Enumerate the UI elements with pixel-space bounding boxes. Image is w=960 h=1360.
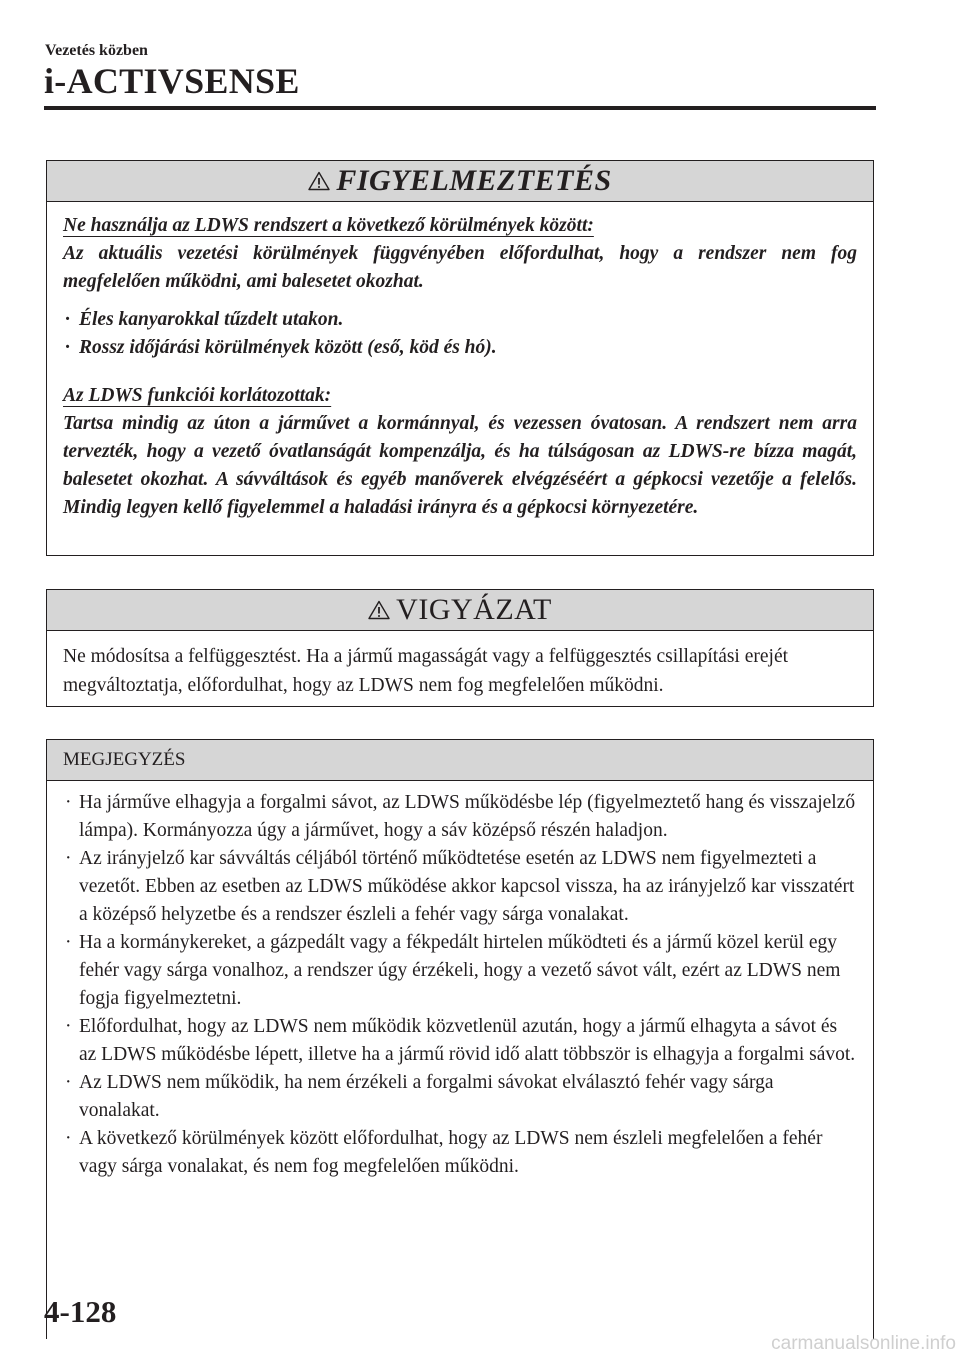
note-box: [46, 739, 874, 1339]
list-item: · Éles kanyarokkal tűzdelt utakon.: [63, 306, 857, 334]
warning-triangle-icon: [308, 171, 330, 191]
note-list: [47, 781, 873, 1181]
warning-header: [47, 161, 873, 202]
warning-box: [46, 160, 874, 556]
watermark-site: carmanualsonline.info: [771, 1333, 956, 1354]
list-item: · A következő körülmények között előfordulhat, hogy az LDWS nem észleli megfelelően a fehér vagy sárga vonalakat, és nem fog megfelelően működni.: [63, 1125, 857, 1181]
list-item: · Előfordulhat, hogy az LDWS nem működik közvetlenül azután, hogy a jármű elhagyta a sávot és az LDWS működésbe lépett, illetve ha a jármű rövid idő alatt többször is elhagyja a forgalmi sávot.: [63, 1013, 857, 1069]
page-title: i-ACTIVSENSE: [44, 61, 300, 101]
warning-text-2: Tartsa mindig az úton a járművet a kormánnyal, és vezessen óvatosan. A rendszert nem arra tervezték, hogy a vezető óvatlanságát kompenzálja, és ha túlságosan az LDWS-re bízza magát, balesetet okozhat. A sávváltások és egyéb manőverek elvégzéséért a gépkocsi vezetője a felelős. Mindig legyen kellő figyelemmel a haladási irányra és a gépkocsi környezetére.: [63, 413, 857, 518]
warning-body: [47, 202, 873, 522]
list-item: · Az LDWS nem működik, ha nem érzékeli a forgalmi sávokat elválasztó fehér vagy sárga vonalakat.: [63, 1069, 857, 1125]
list-item: · Az irányjelző kar sávváltás céljából történő működtetése esetén az LDWS nem figyelmezteti a vezetőt. Ebben az esetben az LDWS működése akkor kapcsol vissza, ha az irányjelző kar visszatért a középső helyzetbe és a rendszer észleli a fehér vagy sárga vonalakat.: [63, 845, 857, 929]
note-title: MEGJEGYZÉS: [63, 749, 186, 770]
warning-heading-2: Az LDWS funkciói korlátozottak:: [63, 385, 332, 406]
note-header: [47, 740, 873, 781]
page-number: 4-128: [44, 1294, 117, 1329]
caution-title: VIGYÁZAT: [396, 593, 552, 626]
warning-bullet-list: [63, 306, 857, 362]
warning-title: FIGYELMEZTETÉS: [336, 164, 612, 197]
list-item: · Ha járműve elhagyja a forgalmi sávot, az LDWS működésbe lép (figyelmeztető hang és visszajelző lámpa). Kormányozza úgy a járművet, hogy a sáv középső részén haladjon.: [63, 789, 857, 845]
caution-box: [46, 589, 874, 707]
warning-text-1: Az aktuális vezetési körülmények függvényében előfordulhat, hogy a rendszer nem fog megfelelően működni, ami balesetet okozhat.: [63, 243, 857, 292]
list-item: · Rossz időjárási körülmények között (eső, köd és hó).: [63, 334, 857, 362]
caution-header: [47, 590, 873, 631]
header-rule: [44, 106, 876, 110]
section-label: Vezetés közben: [45, 42, 148, 59]
warning-triangle-icon: [368, 600, 390, 620]
list-item: · Ha a kormánykereket, a gázpedált vagy a fékpedált hirtelen működteti és a jármű közel kerül egy fehér vagy sárga vonalhoz, a rendszer úgy érzékeli, hogy a vezető sávot vált, ezért az LDWS nem fogja figyelmeztetni.: [63, 929, 857, 1013]
caution-text: Ne módosítsa a felfüggesztést. Ha a jármű magasságát vagy a felfüggesztés csillapítási erejét megváltoztatja, előfordulhat, hogy az LDWS nem fog megfelelően működni.: [63, 646, 789, 696]
warning-heading-1: Ne használja az LDWS rendszert a következő körülmények között:: [63, 215, 594, 236]
